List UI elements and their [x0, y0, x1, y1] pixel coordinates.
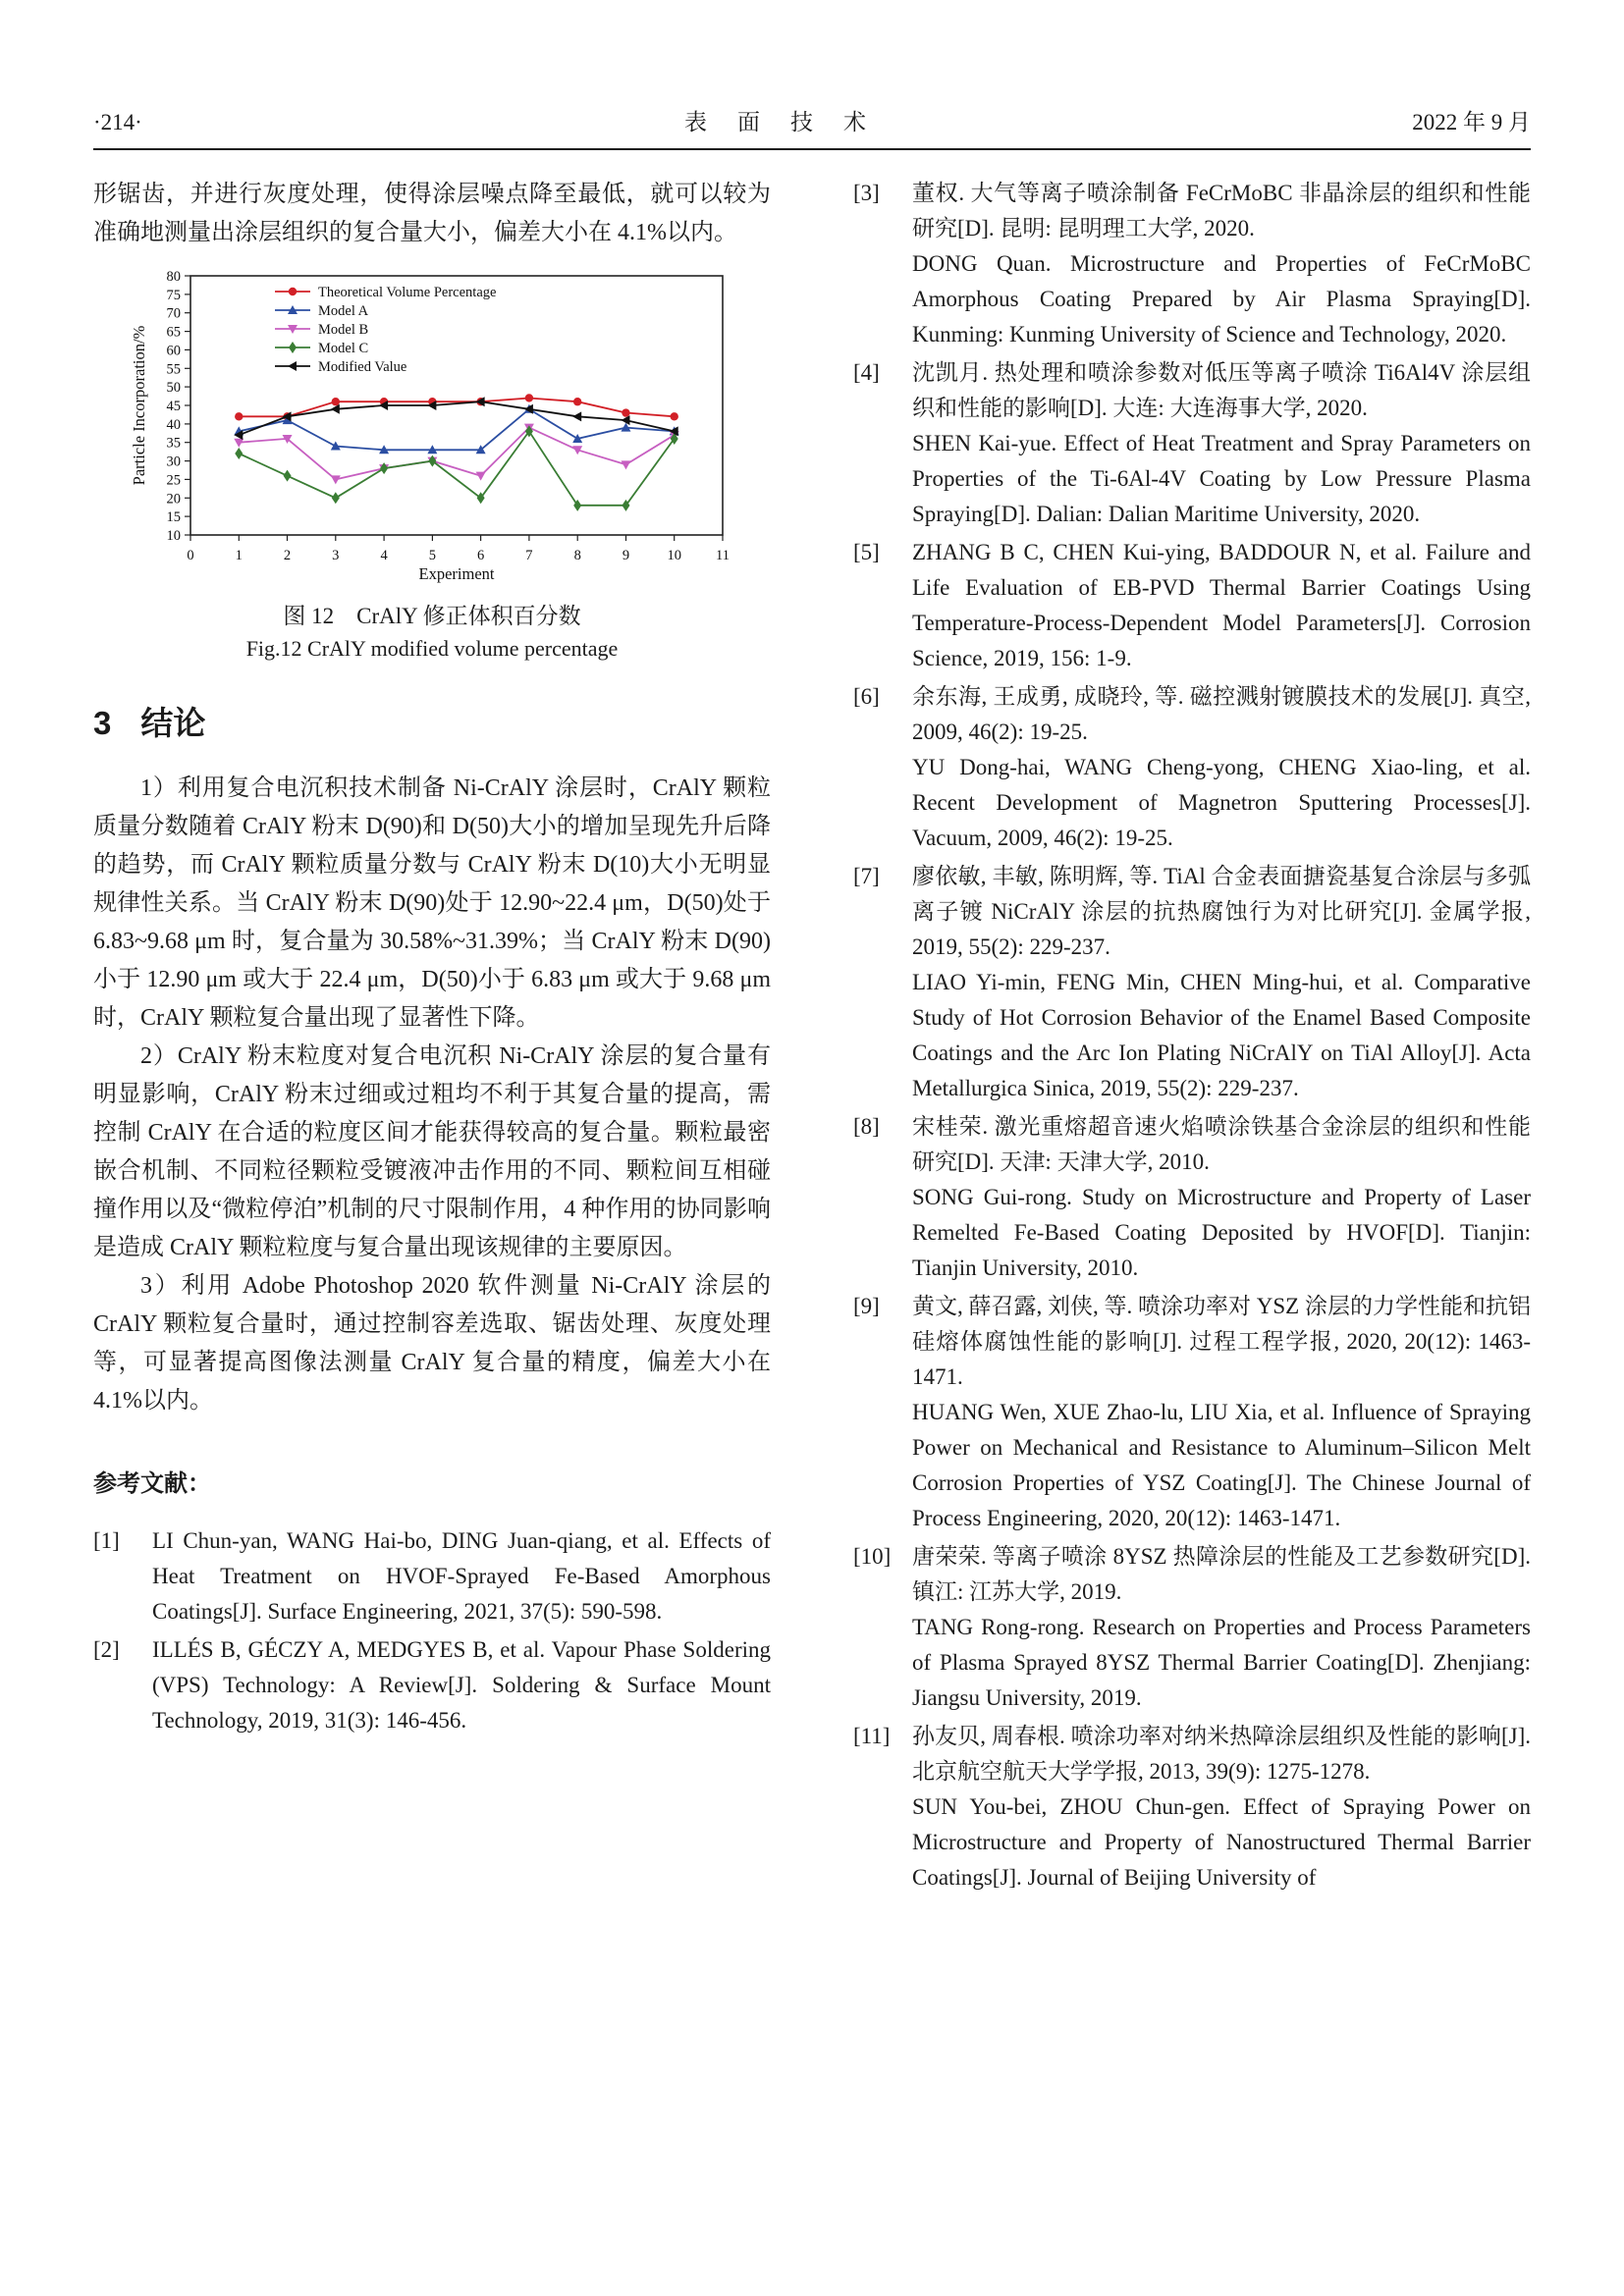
reference-text: 黄文, 薛召露, 刘侠, 等. 喷涂功率对 YSZ 涂层的力学性能和抗铝硅熔体腐蚀性能的影响[J]. 过程工程学报, 2020, 20(12): 1463-1471. — [912, 1294, 1531, 1389]
svg-text:2: 2 — [283, 548, 292, 563]
figure-caption-en: Fig.12 CrAlY modified volume percentage — [245, 636, 619, 661]
reference-body — [912, 679, 1531, 856]
reference-item — [853, 1539, 1531, 1716]
svg-text:70: 70 — [166, 305, 181, 322]
references-list-right — [853, 176, 1531, 1896]
reference-text: ZHANG B C, CHEN Kui-ying, BADDOUR N, et al. Failure and Life Evaluation of EB-PVD Thermal Barrier Coatings Using Temperature-Process-Dependent Model Parameters[J]. Corrosion Science, 2019, 156: 1-9. — [912, 540, 1531, 670]
svg-text:45: 45 — [166, 399, 181, 414]
reference-item — [853, 679, 1531, 856]
reference-item — [853, 535, 1531, 676]
intro-paragraph: 形锯齿，并进行灰度处理，使得涂层噪点降至最低，就可以较为准确地测量出涂层组织的复合量大小，偏差大小在 4.1%以内。 — [93, 182, 771, 245]
svg-text:10: 10 — [667, 548, 681, 563]
svg-text:Modified Value: Modified Value — [318, 359, 407, 375]
reference-label: [2] — [93, 1637, 120, 1662]
reference-label: [5] — [853, 540, 880, 564]
reference-text: 唐荣荣. 等离子喷涂 8YSZ 热障涂层的性能及工艺参数研究[D]. 镇江: 江苏大学, 2019. — [912, 1544, 1531, 1604]
reference-label: [6] — [853, 684, 880, 709]
svg-text:50: 50 — [166, 380, 181, 397]
reference-text: 余东海, 王成勇, 成晓玲, 等. 磁控溅射镀膜技术的发展[J]. 真空, 2009, 46(2): 19-25. — [912, 684, 1531, 744]
svg-text:Theoretical Volume Percentage: Theoretical Volume Percentage — [318, 285, 497, 300]
reference-body — [912, 1109, 1531, 1286]
svg-text:1: 1 — [235, 548, 243, 563]
reference-label: [10] — [853, 1544, 892, 1569]
reference-text: HUANG Wen, XUE Zhao-lu, LIU Xia, et al. Influence of Spraying Power on Mechanical and Resistance to Aluminum–Silicon Melt Corrosion Properties of YSZ Coating[J]. The Chinese Journal of Process Engineering, 2020, 20(12): 1463-1471. — [912, 1400, 1531, 1530]
reference-text: YU Dong-hai, WANG Cheng-yong, CHENG Xiao-ling, et al. Recent Development of Magnetron Sputtering Processes[J]. Vacuum, 2009, 46(2): 19-25. — [912, 755, 1531, 850]
figure-12-caption — [93, 600, 771, 665]
reference-text: DONG Quan. Microstructure and Properties of FeCrMoBC Amorphous Coating Prepared by Air Plasma Spraying[D]. Kunming: Kunming University of Science and Technology, 2020. — [912, 251, 1531, 347]
reference-item — [853, 859, 1531, 1106]
reference-label: [8] — [853, 1114, 880, 1139]
reference-text: LI Chun-yan, WANG Hai-bo, DING Juan-qiang, et al. Effects of Heat Treatment on HVOF-Sprayed Fe-Based Amorphous Coatings[J]. Surface Engineering, 2021, 37(5): 590-598. — [152, 1528, 771, 1624]
svg-text:30: 30 — [166, 454, 181, 470]
section-heading — [93, 698, 771, 744]
reference-body — [912, 1719, 1531, 1896]
journal-title: 表 面 技 术 — [684, 110, 871, 134]
references-list-left — [93, 1523, 771, 1738]
reference-label: [3] — [853, 181, 880, 205]
reference-text: 孙友贝, 周春根. 喷涂功率对纳米热障涂层组织及性能的影响[J]. 北京航空航天大学学报, 2013, 39(9): 1275-1278. — [912, 1724, 1531, 1784]
svg-text:75: 75 — [166, 287, 181, 303]
svg-text:40: 40 — [166, 416, 181, 433]
svg-text:15: 15 — [166, 509, 181, 526]
svg-text:6: 6 — [476, 548, 485, 563]
svg-text:Particle Incorporation/%: Particle Incorporation/% — [130, 325, 148, 486]
two-column-body — [93, 176, 1531, 1898]
reference-label: [11] — [853, 1724, 891, 1748]
reference-label: [1] — [93, 1528, 120, 1553]
reference-body — [912, 1289, 1531, 1536]
reference-item — [93, 1632, 771, 1738]
conclusion-paragraph-1: 1）利用复合电沉积技术制备 Ni-CrAlY 涂层时，CrAlY 颗粒质量分数随着 CrAlY 粉末 D(90)和 D(50)大小的增加呈现先升后降的趋势，而 CrAlY 颗粒质量分数与 CrAlY 粉末 D(10)大小无明显规律性关系。当 CrAlY 粉末 D(90)处于 12.90~22.4 μm，D(50)处于 6.83~9.68 μm 时，复合量为 30.58%~31.39%；当 CrAlY 粉末 D(90)小于 12.90 μm 或大于 22.4 μm，D(50)小于 6.83 μm 或大于 9.68 μm 时，CrAlY 颗粒复合量出现了显著性下降。 — [93, 775, 771, 1031]
right-column — [853, 176, 1531, 1898]
svg-text:35: 35 — [166, 435, 181, 452]
reference-body — [152, 1632, 771, 1738]
svg-text:80: 80 — [166, 269, 181, 285]
reference-text: SONG Gui-rong. Study on Microstructure and Property of Laser Remelted Fe-Based Coating Deposited by HVOF[D]. Tianjin: Tianjin University, 2010. — [912, 1185, 1531, 1280]
svg-text:25: 25 — [166, 472, 181, 489]
reference-body — [912, 1539, 1531, 1716]
svg-text:10: 10 — [166, 528, 181, 544]
reference-item — [93, 1523, 771, 1629]
section-number: 3 — [93, 705, 112, 741]
svg-text:11: 11 — [716, 548, 730, 563]
reference-item — [853, 1289, 1531, 1536]
figure-12-plot — [126, 268, 738, 588]
reference-label: [9] — [853, 1294, 880, 1318]
svg-text:3: 3 — [332, 548, 340, 563]
svg-text:Model C: Model C — [318, 341, 369, 356]
svg-text:4: 4 — [380, 548, 388, 563]
reference-item — [853, 176, 1531, 352]
conclusion-paragraph-3: 3）利用 Adobe Photoshop 2020 软件测量 Ni-CrAlY 涂层的 CrAlY 颗粒复合量时，通过控制容差选取、锯齿处理、灰度处理等，可显著提高图像法测量 CrAlY 复合量的精度，偏差大小在 4.1%以内。 — [93, 1273, 771, 1414]
svg-text:20: 20 — [166, 491, 181, 507]
svg-text:55: 55 — [166, 361, 181, 378]
issue-date: 2022 年 9 月 — [1412, 110, 1531, 134]
reference-text: TANG Rong-rong. Research on Properties and Process Parameters of Plasma Sprayed 8YSZ Thermal Barrier Coating[D]. Zhenjiang: Jiangsu University, 2019. — [912, 1615, 1531, 1710]
svg-text:7: 7 — [525, 548, 533, 563]
reference-body — [912, 176, 1531, 352]
figure-caption-zh: 图 12 CrAlY 修正体积百分数 — [283, 604, 581, 628]
svg-text:0: 0 — [187, 548, 194, 563]
reference-text: ILLÉS B, GÉCZY A, MEDGYES B, et al. Vapour Phase Soldering (VPS) Technology: A Review[J]. Soldering & Surface Mount Technology, 2019, 31(3): 146-456. — [152, 1637, 771, 1733]
header-rule — [93, 148, 1531, 150]
reference-item — [853, 355, 1531, 532]
reference-body — [152, 1523, 771, 1629]
reference-label: [7] — [853, 864, 880, 888]
svg-text:Model A: Model A — [318, 303, 369, 319]
page-content — [93, 104, 1531, 1898]
reference-text: SHEN Kai-yue. Effect of Heat Treatment and Spray Parameters on Properties of the Ti-6Al-4V Coating by Low Pressure Plasma Spraying[D]. Dalian: Dalian Maritime University, 2020. — [912, 431, 1531, 526]
reference-item — [853, 1109, 1531, 1286]
reference-text: SUN You-bei, ZHOU Chun-gen. Effect of Spraying Power on Microstructure and Property of Nanostructured Thermal Barrier Coatings[J]. Journal of Beijing University of — [912, 1794, 1531, 1890]
reference-text: LIAO Yi-min, FENG Min, CHEN Ming-hui, et al. Comparative Study of Hot Corrosion Behavior of the Enamel Based Composite Coatings and the Arc Ion Plating NiCrAlY on TiAl Alloy[J]. Acta Metallurgica Sinica, 2019, 55(2): 229-237. — [912, 970, 1531, 1100]
reference-body — [912, 535, 1531, 676]
reference-text: 董权. 大气等离子喷涂制备 FeCrMoBC 非晶涂层的组织和性能研究[D]. 昆明: 昆明理工大学, 2020. — [912, 181, 1531, 240]
reference-label: [4] — [853, 360, 880, 385]
figure-12-chart — [93, 268, 771, 588]
svg-text:60: 60 — [166, 343, 181, 359]
page-number: ·214· — [93, 110, 142, 134]
reference-body — [912, 859, 1531, 1106]
svg-text:9: 9 — [622, 548, 630, 563]
svg-text:Experiment: Experiment — [418, 564, 495, 583]
figure-12 — [93, 268, 771, 665]
svg-text:65: 65 — [166, 324, 181, 341]
page-header — [93, 104, 1531, 136]
reference-body — [912, 355, 1531, 532]
svg-text:Model B: Model B — [318, 322, 369, 338]
reference-text: 沈凯月. 热处理和喷涂参数对低压等离子喷涂 Ti6Al4V 涂层组织和性能的影响[D]. 大连: 大连海事大学, 2020. — [912, 360, 1531, 420]
conclusion-paragraph-2: 2）CrAlY 粉末粒度对复合电沉积 Ni-CrAlY 涂层的复合量有明显影响，CrAlY 粉末过细或过粗均不利于其复合量的提高，需控制 CrAlY 在合适的粒度区间才能获得较高的复合量。颗粒最密嵌合机制、不同粒径颗粒受镀液冲击作用的不同、颗粒间互相碰撞作用以及“微粒停泊”机制的尺寸限制作用，4 种作用的协同影响是造成 CrAlY 颗粒粒度与复合量出现该规律的主要原因。 — [93, 1043, 771, 1260]
references-heading: 参考文献： — [93, 1470, 211, 1497]
reference-text: 廖依敏, 丰敏, 陈明辉, 等. TiAl 合金表面搪瓷基复合涂层与多弧离子镀 NiCrAlY 涂层的抗热腐蚀行为对比研究[J]. 金属学报, 2019, 55(2): 229-237. — [912, 864, 1531, 959]
reference-item — [853, 1719, 1531, 1896]
svg-text:8: 8 — [573, 548, 581, 563]
left-column — [93, 176, 771, 1898]
svg-text:5: 5 — [428, 548, 437, 563]
reference-text: 宋桂荣. 激光重熔超音速火焰喷涂铁基合金涂层的组织和性能研究[D]. 天津: 天津大学, 2010. — [912, 1114, 1531, 1174]
section-title: 结论 — [140, 705, 206, 741]
